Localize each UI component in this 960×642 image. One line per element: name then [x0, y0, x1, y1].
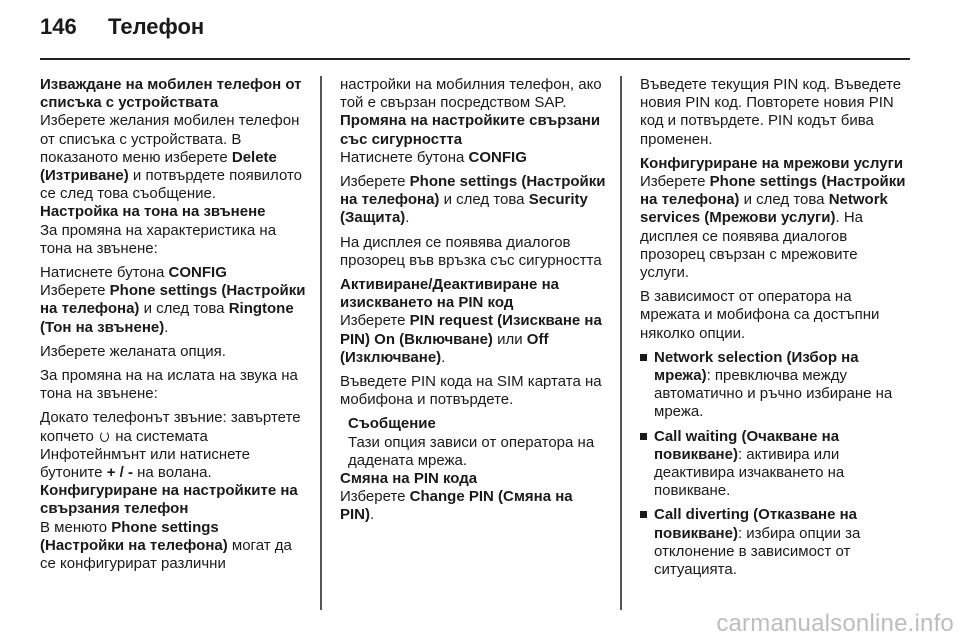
text: и след това	[739, 191, 829, 209]
option-label: Network selection (Избор на мрежа)	[654, 348, 859, 385]
paragraph	[340, 149, 606, 167]
column-divider-2	[620, 76, 622, 610]
text: и след това	[439, 191, 529, 209]
button-term: + / -	[106, 464, 133, 482]
text: Изберете	[640, 173, 710, 191]
page-number: 146	[40, 14, 77, 39]
paragraph	[40, 409, 306, 482]
text: .	[164, 318, 169, 336]
text: . На дисплея се появява диалогов прозорец свързан с мрежовите услуги.	[640, 209, 864, 282]
page-title: Телефон	[108, 14, 205, 39]
text: Изберете	[340, 173, 410, 191]
text: Изберете желания мобилен телефон от списъка с устройствата. В показаното меню изберете	[40, 112, 300, 166]
paragraph: На дисплея се появява диалогов прозорец във връзка със сигурността	[340, 233, 602, 269]
text: .	[370, 506, 375, 524]
text: и потвърдете появилото се след това съобщение.	[40, 167, 303, 203]
text: и след това	[139, 300, 229, 318]
menu-term: Ringtone (Тон на звънене)	[40, 300, 294, 336]
list-item	[640, 428, 910, 501]
column-1	[40, 76, 306, 573]
column-3	[640, 76, 910, 585]
text: на волана.	[132, 464, 212, 482]
list-item	[640, 506, 910, 579]
text: Изберете	[340, 488, 410, 506]
paragraph	[340, 173, 606, 228]
text: Изберете	[40, 282, 110, 300]
text: .	[441, 348, 446, 366]
option-text: : избира опции за отклонение в зависимост от ситуацията.	[654, 524, 861, 579]
text: Натиснете бутона	[40, 264, 169, 282]
paragraph	[340, 488, 606, 524]
paragraph: Изберете желаната опция.	[40, 342, 226, 360]
paragraph: За промяна на на ислата на звука на тона на звънене:	[40, 367, 298, 403]
rotary-knob-icon	[100, 431, 109, 442]
text: могат да се конфигурират различни	[40, 536, 292, 573]
text: или	[492, 330, 527, 348]
header-rule	[40, 58, 910, 60]
menu-term: Phone settings (Настройки на телефона)	[640, 173, 906, 209]
text: на системата Инфотейнмънт или натиснете бутоните	[40, 427, 251, 482]
option-label: Call waiting (Очакване на повикване)	[654, 427, 840, 463]
text: Изберете	[340, 312, 410, 330]
menu-term: Security (Защита)	[340, 191, 588, 227]
menu-term: PIN request (Изискване на PIN) On (Включване)	[340, 312, 602, 348]
button-term: CONFIG	[168, 264, 227, 282]
text: Натиснете бутона	[340, 148, 469, 166]
paragraph	[40, 264, 306, 282]
column-2	[340, 76, 606, 525]
text: Докато телефонът звъние: завъртете копчето	[40, 409, 301, 445]
paragraph	[40, 112, 306, 203]
note-text: Тази опция зависи от оператора на дадената мрежа.	[348, 433, 595, 469]
menu-term: Phone settings (Настройки на телефона)	[340, 173, 606, 209]
paragraph: Въведете текущия PIN код. Въведете новия PIN код. Повторете новия PIN код и потвърдете. PIN кодът бива променен.	[640, 76, 902, 148]
section-title-network-services: Конфигуриране на мрежови услуги	[640, 154, 904, 172]
paragraph: настройки на мобилния телефон, ако той е свързан посредством SAP.	[340, 76, 602, 112]
menu-term: Network services (Мрежови услуги)	[640, 191, 888, 227]
menu-term: Delete (Изтриване)	[40, 148, 277, 185]
note-title: Съобщение	[348, 415, 436, 433]
section-title-remove-phone: Изваждане на мобилен телефон от списъка с устройствата	[40, 76, 302, 112]
paragraph	[340, 312, 606, 367]
section-title-security: Промяна на настройките свързани със сигурността	[340, 112, 601, 148]
list-item	[640, 349, 910, 422]
option-text: : активира или деактивира изчакването на повикване.	[654, 445, 845, 500]
section-title-change-pin: Смяна на PIN кода	[340, 470, 478, 488]
option-text: : превключва между автоматично и ръчно избиране на мрежа.	[654, 367, 893, 421]
paragraph	[40, 282, 306, 337]
option-label: Call diverting (Отказване на повикване)	[654, 506, 858, 542]
note-box	[340, 415, 606, 470]
paragraph	[40, 519, 306, 574]
network-options-list	[640, 349, 910, 579]
section-title-phone-settings: Конфигуриране на настройките на свързания телефон	[40, 482, 298, 518]
menu-term: Phone settings (Настройки на телефона)	[40, 518, 228, 554]
paragraph: Въведете PIN кода на SIM картата на мобифона и потвърдете.	[340, 373, 602, 409]
section-title-pin-request: Активиране/Деактивиране на изискването на PIN код	[340, 276, 559, 312]
button-term: CONFIG	[468, 148, 527, 166]
section-title-ringtone: Настройка на тона на звънене	[40, 203, 266, 221]
paragraph: За промяна на характеристика на тона на звънене:	[40, 221, 277, 257]
text: В менюто	[40, 518, 112, 536]
column-divider-1	[320, 76, 322, 610]
menu-term: Change PIN (Смяна на PIN)	[340, 488, 573, 524]
paragraph	[640, 173, 910, 282]
menu-term: Off (Изключване)	[340, 330, 549, 366]
menu-term: Phone settings (Настройки на телефона)	[40, 282, 306, 318]
page-header	[40, 14, 204, 50]
text: .	[405, 209, 410, 227]
watermark: carmanualsonline.info	[716, 610, 954, 637]
paragraph: В зависимост от оператора на мрежата и мобифона са достъпни няколко опции.	[640, 288, 880, 342]
